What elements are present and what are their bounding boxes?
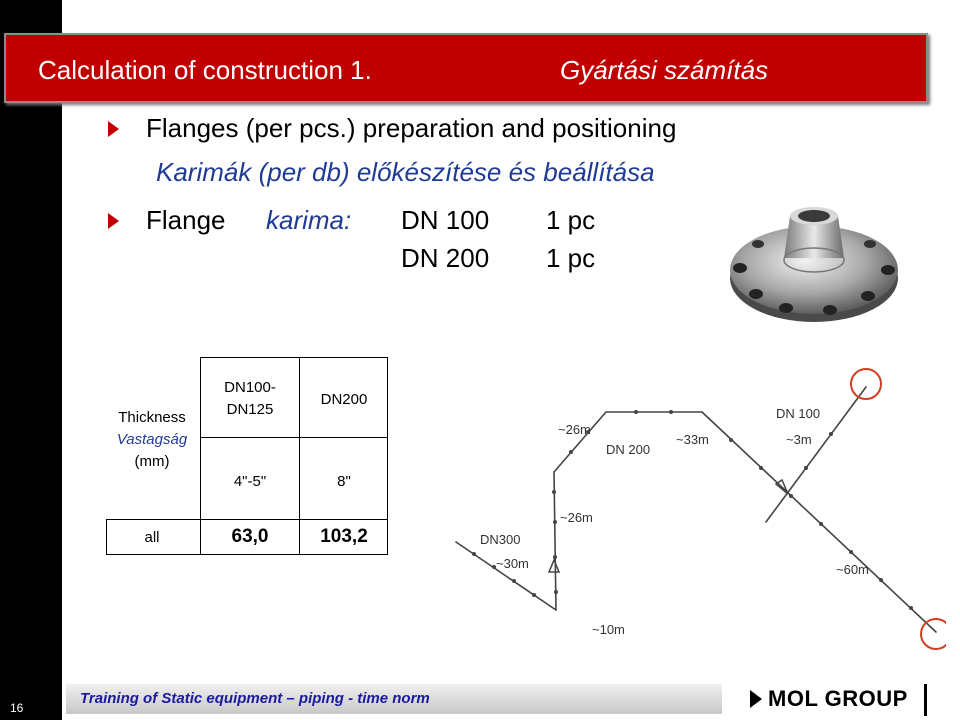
flange-item-2: DN 200 [401, 243, 490, 273]
col2-sub: 8" [337, 473, 351, 490]
sketch-label: ~30m [496, 556, 529, 571]
flange-qty-1: 1 pc [546, 205, 596, 235]
col2-header: DN200 [320, 391, 368, 408]
company-logo: MOL GROUP [768, 686, 908, 711]
sketch-label: ~3m [786, 432, 812, 447]
piping-sketch [436, 362, 946, 662]
sketch-label: ~33m [676, 432, 709, 447]
bullet-1-text-hu: Karimák (per db) előkészítése és beállítása [156, 157, 655, 187]
value-dn100: 63,0 [231, 526, 269, 547]
footer [62, 684, 960, 720]
sketch-label: ~10m [592, 622, 625, 637]
flange-label: Flange [146, 205, 226, 235]
sketch-label: ~60m [836, 562, 869, 577]
row-header-thickness: Thickness [118, 409, 186, 426]
sketch-label: ~26m [560, 510, 593, 525]
row-label-all: all [144, 529, 160, 546]
logo-arrow-icon [750, 690, 762, 708]
sketch-label: ~26m [558, 422, 591, 437]
footer-text: Training of Static equipment – piping - time norm [80, 690, 430, 707]
col1-header-2: DN125 [226, 401, 274, 418]
flange-label-hu: karima: [266, 205, 352, 235]
footer-bar [66, 684, 722, 714]
sketch-label: DN 200 [606, 442, 651, 457]
bullet-1-text: Flanges (per pcs.) preparation and positioning [146, 113, 677, 143]
flange-image [726, 198, 902, 326]
value-dn200: 103,2 [320, 526, 368, 547]
left-side-bar [0, 0, 62, 720]
top-strip [0, 0, 960, 33]
bullet-arrow-icon [108, 121, 119, 137]
sketch-label: DN300 [480, 532, 521, 547]
slide-title-hu: Gyártási számítás [560, 55, 769, 85]
thickness-table [106, 357, 388, 555]
flange-item-1: DN 100 [401, 205, 490, 235]
slide-title: Calculation of construction 1. [38, 55, 372, 85]
row-header-unit: (mm) [134, 453, 170, 470]
flange-qty-2: 1 pc [546, 243, 596, 273]
title-bar [4, 33, 928, 103]
col1-header: DN100- [224, 379, 276, 396]
page-number: 16 [10, 701, 24, 715]
bullet-arrow-icon [108, 213, 119, 229]
sketch-label: DN 100 [776, 406, 821, 421]
row-header-thickness-hu: Vastagság [116, 431, 188, 448]
logo-divider [924, 684, 927, 716]
col1-sub: 4"-5" [233, 473, 267, 490]
